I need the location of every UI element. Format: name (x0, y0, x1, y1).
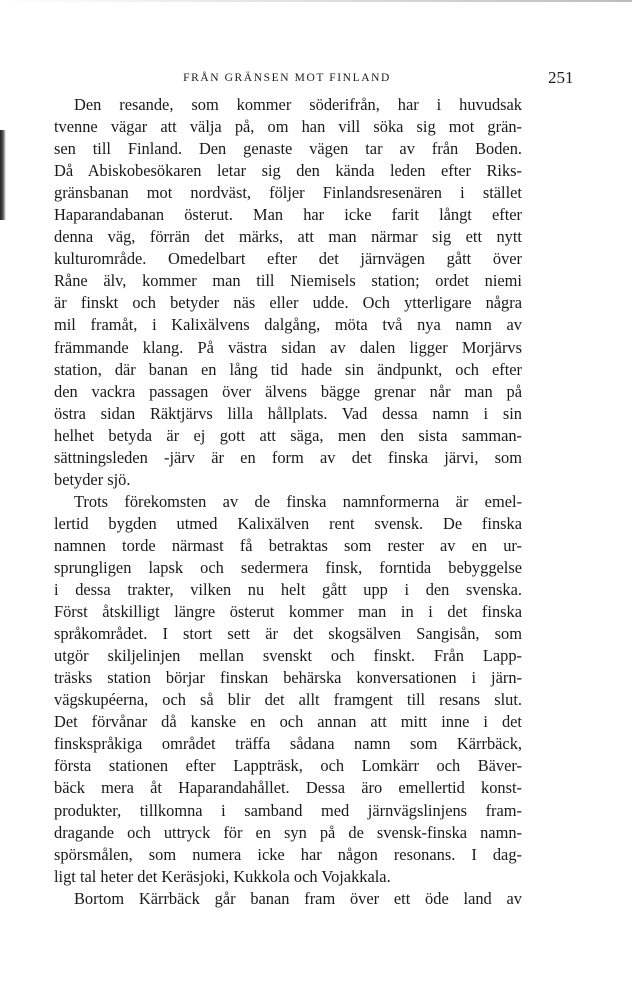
text-line: lertid bygden utmed Kalixälven rent svensk. De finska (54, 513, 522, 533)
text-line: namnen torde närmast få betraktas som rester av en ur- (54, 535, 522, 555)
text-line: Det förvånar då kanske en och annan att mitt inne i det (54, 712, 522, 732)
text-line: sprungligen lapsk och sedermera finsk, forntida bebyggelse (54, 557, 522, 577)
top-edge-rule (0, 0, 632, 2)
text-line: i dessa trakter, vilken nu helt gått upp i den svenska. (54, 580, 522, 600)
text-line: första stationen efter Lappträsk, och Lomkärr och Bäver- (54, 756, 522, 776)
body-text (54, 94, 522, 910)
text-line: Den resande, som kommer söderifrån, har i huvudsak (74, 95, 522, 114)
text-line: Haparandabanan österut. Man har icke farit långt efter (54, 205, 522, 225)
running-title: FRÅN GRÄNSEN MOT FINLAND (183, 72, 391, 84)
text-line: språkområdet. I stort sett är det skogsälven Sangisån, som (54, 624, 522, 644)
text-line: dragande och uttryck för en syn på de svensk-finska namn- (54, 822, 522, 842)
page-header (54, 68, 574, 90)
paragraph-1 (54, 94, 522, 491)
paragraph-3 (54, 888, 522, 910)
text-line: Trots förekomsten av de finska namnformerna är emel- (74, 491, 522, 511)
text-line: tvenne vägar att välja på, om han vill söka sig mot grän- (54, 117, 522, 137)
text-line: produkter, tillkomna i samband med järnvägslinjens fram- (54, 800, 522, 820)
text-line: sen till Finland. Den genaste vägen tar av från Boden. (54, 139, 522, 159)
text-line: främmande klang. På västra sidan av dalen ligger Morjärvs (54, 337, 522, 357)
text-line: östra sidan Räktjärvs lilla hållplats. Vad dessa namn i sin (54, 403, 522, 423)
text-line: utgör skiljelinjen mellan svenskt och finskt. Från Lapp- (54, 646, 522, 666)
text-line: träsks station börjar finskan behärska konversationen i järn- (54, 668, 522, 688)
text-line: Först åtskilligt längre österut kommer man in i det finska (54, 602, 522, 622)
text-line: helhet betyda är ej gott att säga, men den sista samman- (54, 425, 522, 445)
text-line: Råne älv, kommer man till Niemisels station; ordet niemi (54, 271, 522, 291)
text-line: station, där banan en lång tid hade sin ändpunkt, och efter (54, 359, 522, 379)
text-line: vägskupéerna, och så blir det allt framgent till resans slut. (54, 690, 522, 710)
text-line: denna väg, förrän det märks, att man närmar sig ett nytt (54, 227, 522, 247)
text-line: sättningsleden -järv är en form av det finska järvi, som (54, 447, 522, 467)
text-line: den vackra passagen över älvens bägge grenar når man på (54, 381, 522, 401)
text-line: finskspråkiga området träffa sådana namn som Kärrbäck, (54, 734, 522, 754)
text-line: Då Abiskobesökaren letar sig den kända leden efter Riks- (54, 161, 522, 181)
page-number: 251 (548, 68, 574, 87)
paragraph-2 (54, 491, 522, 888)
page-edge-shadow (0, 130, 6, 220)
text-line: Bortom Kärrbäck går banan fram över ett öde land av (74, 888, 522, 908)
text-line: spörsmålen, som numera icke har någon resonans. I dag- (54, 844, 522, 864)
text-line: mil framåt, i Kalixälvens dalgång, möta två nya namn av (54, 315, 522, 335)
text-line: gränsbanan mot nordväst, följer Finlandsresenären i stället (54, 183, 522, 203)
text-line: är finskt och betyder näs eller udde. Och ytterligare några (54, 293, 522, 313)
text-line: betyder sjö. (54, 469, 131, 489)
text-line: ligt tal heter det Keräsjoki, Kukkola och Vojakkala. (54, 866, 391, 886)
text-line: bäck mera åt Haparandahållet. Dessa äro emellertid konst- (54, 778, 522, 798)
text-line: kulturområde. Omedelbart efter det järnvägen gått över (54, 249, 522, 269)
